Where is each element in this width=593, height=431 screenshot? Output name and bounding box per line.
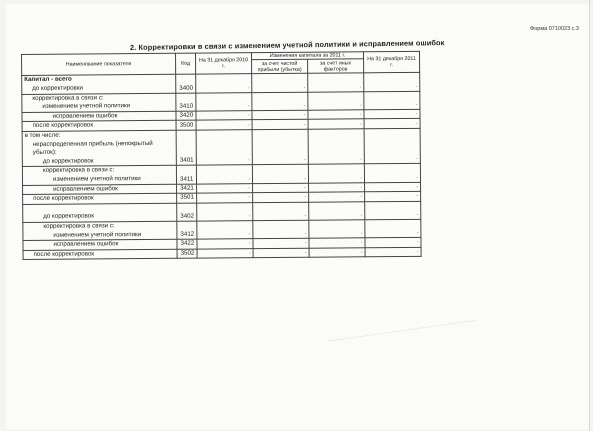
row-code: 3410 (176, 93, 196, 111)
form-reference: Форма 0710023 с.3 (530, 26, 579, 32)
row-label-line: нераспределенная прибыль (непокрытый (32, 139, 153, 148)
value-cell: - (253, 238, 309, 248)
row-label-line: изменением учетной политики (52, 175, 141, 183)
value-cell: - (253, 248, 309, 258)
value-cell: - (365, 201, 421, 220)
row-label (22, 75, 176, 94)
row-label-line: изменением учетной политики (53, 230, 142, 239)
row-label-line: после корректировок (33, 250, 95, 258)
value-cell: - (252, 74, 308, 93)
header-name: Наименование показателя (22, 53, 176, 76)
value-cell: - (308, 91, 364, 110)
row-label (22, 166, 176, 185)
value-cell: - (253, 202, 309, 221)
value-cell: - (365, 191, 421, 201)
row-code: 3500 (176, 121, 196, 131)
row-label-line: исправлением ошибок (52, 112, 118, 120)
header-changes-group: Изменения капитала за 2011 г. (251, 52, 363, 60)
row-code: 3421 (177, 184, 197, 194)
row-code: 3402 (177, 203, 197, 221)
value-cell: - (308, 164, 364, 183)
value-cell: - (308, 73, 364, 92)
row-label-line: до корректировки (32, 84, 84, 92)
value-cell: - (252, 165, 308, 184)
value-cell: - (364, 128, 420, 164)
row-code: 3412 (177, 221, 197, 239)
value-cell: - (308, 129, 364, 165)
row-label-line: корректировка в связи с: (32, 93, 104, 102)
row-code: 3501 (177, 193, 197, 203)
row-code: 3422 (177, 239, 197, 249)
value-cell: - (197, 221, 253, 240)
row-label-line: до корректировок (43, 212, 94, 221)
value-cell: - (364, 119, 420, 129)
value-cell: - (196, 74, 252, 93)
row-label-line: Капитал - всего (24, 76, 72, 84)
header-net-profit: за счет чистой прибыли (убытка) (252, 60, 308, 74)
value-cell: - (309, 202, 365, 221)
row-label (23, 249, 177, 260)
table-row (22, 91, 420, 112)
value-cell: - (252, 129, 308, 165)
row-label-line: после корректировок (32, 121, 94, 130)
row-label (22, 130, 176, 167)
row-label-line: исправлением ошибок (53, 240, 119, 248)
value-cell: - (197, 239, 253, 249)
value-cell: - (197, 193, 253, 203)
table-row (23, 201, 421, 222)
row-label-line: корректировка в связи с: (42, 166, 115, 175)
value-cell: - (364, 91, 420, 110)
row-label-line: изменением учетной политики (42, 102, 131, 111)
corrections-table (21, 51, 422, 260)
value-cell: - (253, 220, 309, 239)
value-cell: - (197, 248, 253, 258)
value-cell: - (197, 202, 253, 221)
table-row (22, 128, 420, 166)
row-label-line: корректировка в связи с: (43, 222, 115, 230)
row-code: 3401 (176, 130, 196, 166)
value-cell: - (364, 164, 420, 183)
value-cell: - (309, 247, 365, 257)
row-label-line: после корректировок (33, 194, 94, 203)
value-cell: - (364, 109, 420, 119)
row-label-line: в том числе: (24, 131, 61, 139)
row-code: 3411 (176, 165, 196, 183)
value-cell: - (252, 120, 308, 130)
header-other-factors: за счет иных факторов (308, 59, 364, 73)
value-cell: - (365, 219, 421, 238)
value-cell: - (253, 192, 309, 202)
value-cell: - (309, 238, 365, 248)
row-label-line: до корректировок (42, 157, 94, 165)
value-cell: - (364, 73, 420, 92)
header-2010: На 31 декабря 2010 г. (195, 53, 251, 75)
value-cell: - (308, 110, 364, 120)
value-cell: - (309, 192, 365, 202)
row-label (22, 93, 176, 112)
value-cell: - (197, 183, 253, 193)
value-cell: - (196, 120, 252, 130)
value-cell: - (252, 110, 308, 120)
value-cell: - (196, 165, 252, 184)
value-cell: - (365, 182, 421, 192)
row-label-line: убыток): (32, 148, 57, 157)
value-cell: - (196, 92, 252, 111)
value-cell: - (365, 237, 421, 247)
row-label (23, 203, 177, 222)
row-label-line: исправлением ошибок (53, 184, 118, 193)
header-code: Код (175, 53, 195, 75)
value-cell: - (365, 247, 421, 257)
row-code: 3502 (177, 249, 197, 259)
row-code-value: 3400 (179, 84, 194, 92)
row-label (23, 221, 177, 240)
table-row (22, 164, 420, 185)
value-cell: - (252, 92, 308, 111)
table-row (23, 219, 421, 240)
value-cell: - (196, 130, 252, 166)
value-cell: - (253, 183, 309, 193)
row-code: 3420 (176, 111, 196, 121)
value-cell: - (309, 220, 365, 239)
row-code (176, 75, 196, 93)
header-2011: На 31 декабря 2011 г. (363, 51, 419, 73)
value-cell: - (196, 110, 252, 120)
scan-edge (589, 0, 590, 431)
section-title: 2. Корректировки в связи с изменением учетной политики и исправлением ошибок (129, 38, 445, 52)
value-cell: - (309, 182, 365, 192)
value-cell: - (308, 119, 364, 129)
